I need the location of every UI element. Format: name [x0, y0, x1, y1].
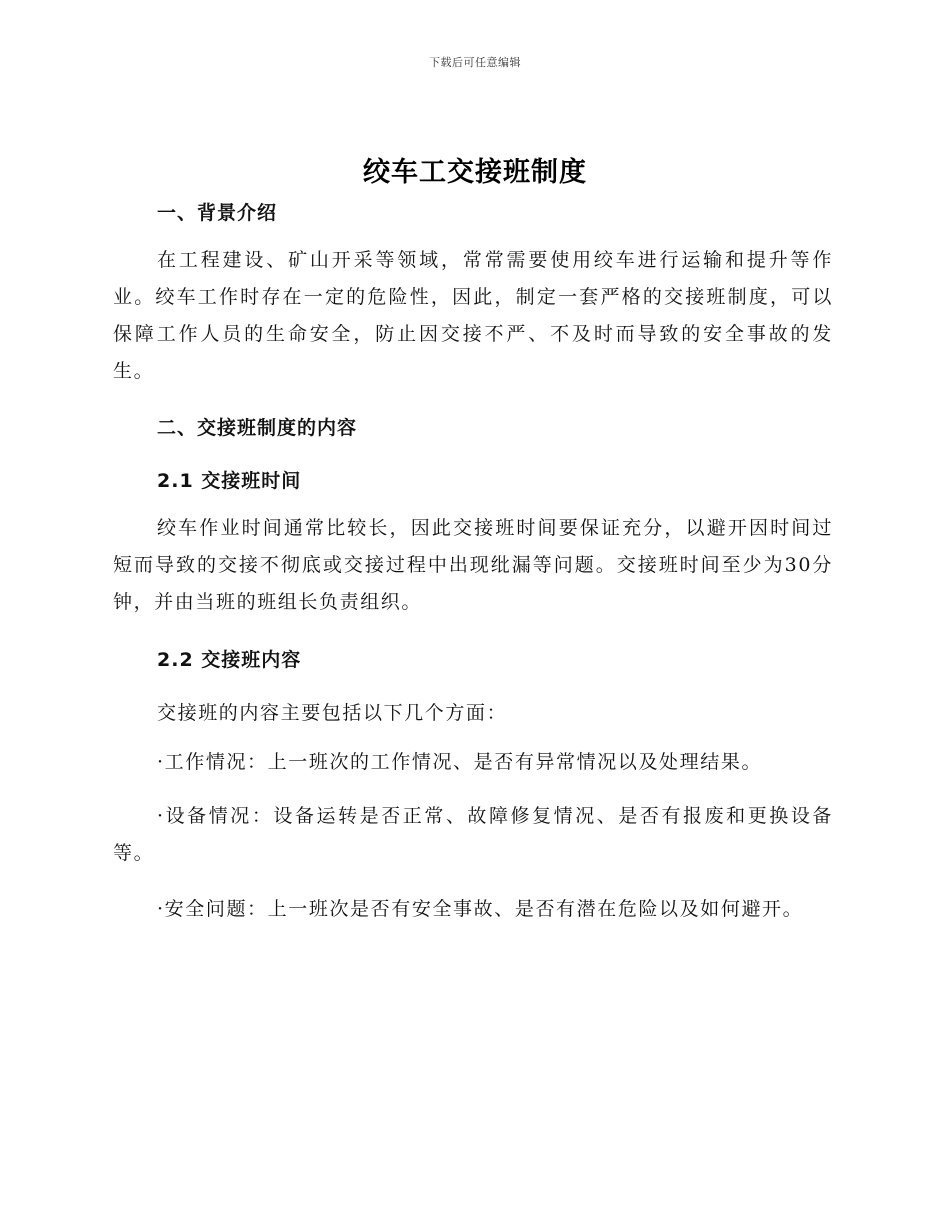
header-note: 下载后可任意编辑 [429, 56, 521, 69]
list-item: ·设备情况：设备运转是否正常、故障修复情况、是否有报废和更换设备等。 [113, 805, 833, 864]
section-heading-background: 一、背景介绍 [157, 202, 278, 224]
items-intro: 交接班的内容主要包括以下几个方面： [157, 702, 508, 724]
document-title: 绞车工交接班制度 [363, 157, 587, 188]
time-paragraph: 绞车作业时间通常比较长，因此交接班时间要保证充分，以避开因时间过短而导致的交接不彻底或交接过程中出现纰漏等问题。交接班时间至少为30分钟，并由当班的班组长负责组织。 [113, 517, 833, 613]
section-heading-content: 二、交接班制度的内容 [157, 417, 358, 439]
list-item: ·工作情况：上一班次的工作情况、是否有异常情况以及处理结果。 [157, 751, 763, 773]
list-item: ·安全问题：上一班次是否有安全事故、是否有潜在危险以及如何避开。 [157, 898, 804, 920]
background-paragraph: 在工程建设、矿山开采等领域，常常需要使用绞车进行运输和提升等作业。绞车工作时存在一定的危险性，因此，制定一套严格的交接班制度，可以保障工作人员的生命安全，防止因交接不严、不及时而导致的安全事故的发生。 [113, 249, 833, 382]
subsection-heading-items: 2.2 交接班内容 [157, 649, 302, 671]
subsection-heading-time: 2.1 交接班时间 [157, 470, 302, 492]
